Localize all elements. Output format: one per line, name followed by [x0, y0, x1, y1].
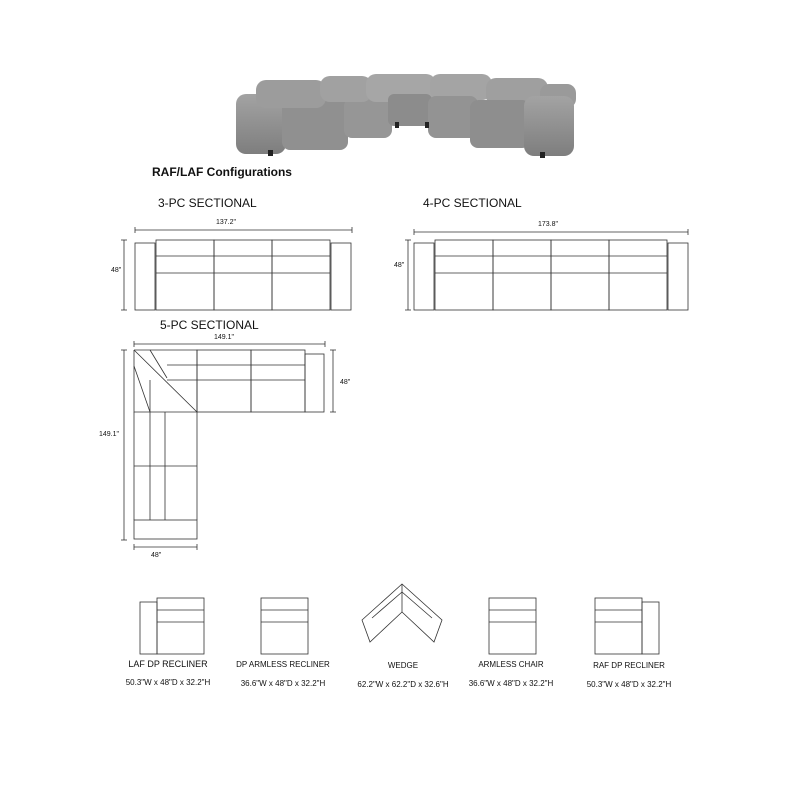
five-pc-side-depth-label: 48" — [340, 379, 351, 386]
page-title: RAF/LAF Configurations — [152, 165, 292, 179]
piece-dims-armless-chair: 36.6"W x 48"D x 32.2"H — [468, 679, 554, 688]
five-pc-title: 5-PC SECTIONAL — [160, 318, 259, 332]
five-pc-bottom-depth-label: 48" — [151, 552, 162, 559]
piece-name-dp-armless-recliner: DP ARMLESS RECLINER — [236, 660, 330, 669]
three-pc-depth-label: 48" — [111, 267, 122, 274]
piece-dims-dp-armless-recliner: 36.6"W x 48"D x 32.2"H — [240, 679, 326, 688]
piece-dims-wedge: 62.2"W x 62.2"D x 32.6"H — [357, 680, 449, 689]
five-pc-length-label: 149.1" — [99, 431, 120, 438]
four-pc-depth-label: 48" — [394, 262, 405, 269]
five-pc-width-label: 149.1" — [214, 334, 235, 341]
piece-name-raf-dp-recliner: RAF DP RECLINER — [593, 661, 665, 670]
four-pc-title: 4-PC SECTIONAL — [423, 196, 522, 210]
piece-dims-laf-dp-recliner: 50.3"W x 48"D x 32.2"H — [125, 678, 211, 687]
three-pc-width-label: 137.2" — [216, 219, 237, 226]
piece-dims-raf-dp-recliner: 50.3"W x 48"D x 32.2"H — [586, 680, 672, 689]
three-pc-title: 3-PC SECTIONAL — [158, 196, 257, 210]
four-pc-width-label: 173.8" — [538, 221, 559, 228]
piece-name-armless-chair: ARMLESS CHAIR — [478, 660, 544, 669]
piece-name-laf-dp-recliner: LAF DP RECLINER — [128, 659, 208, 669]
piece-name-wedge: WEDGE — [387, 661, 419, 670]
